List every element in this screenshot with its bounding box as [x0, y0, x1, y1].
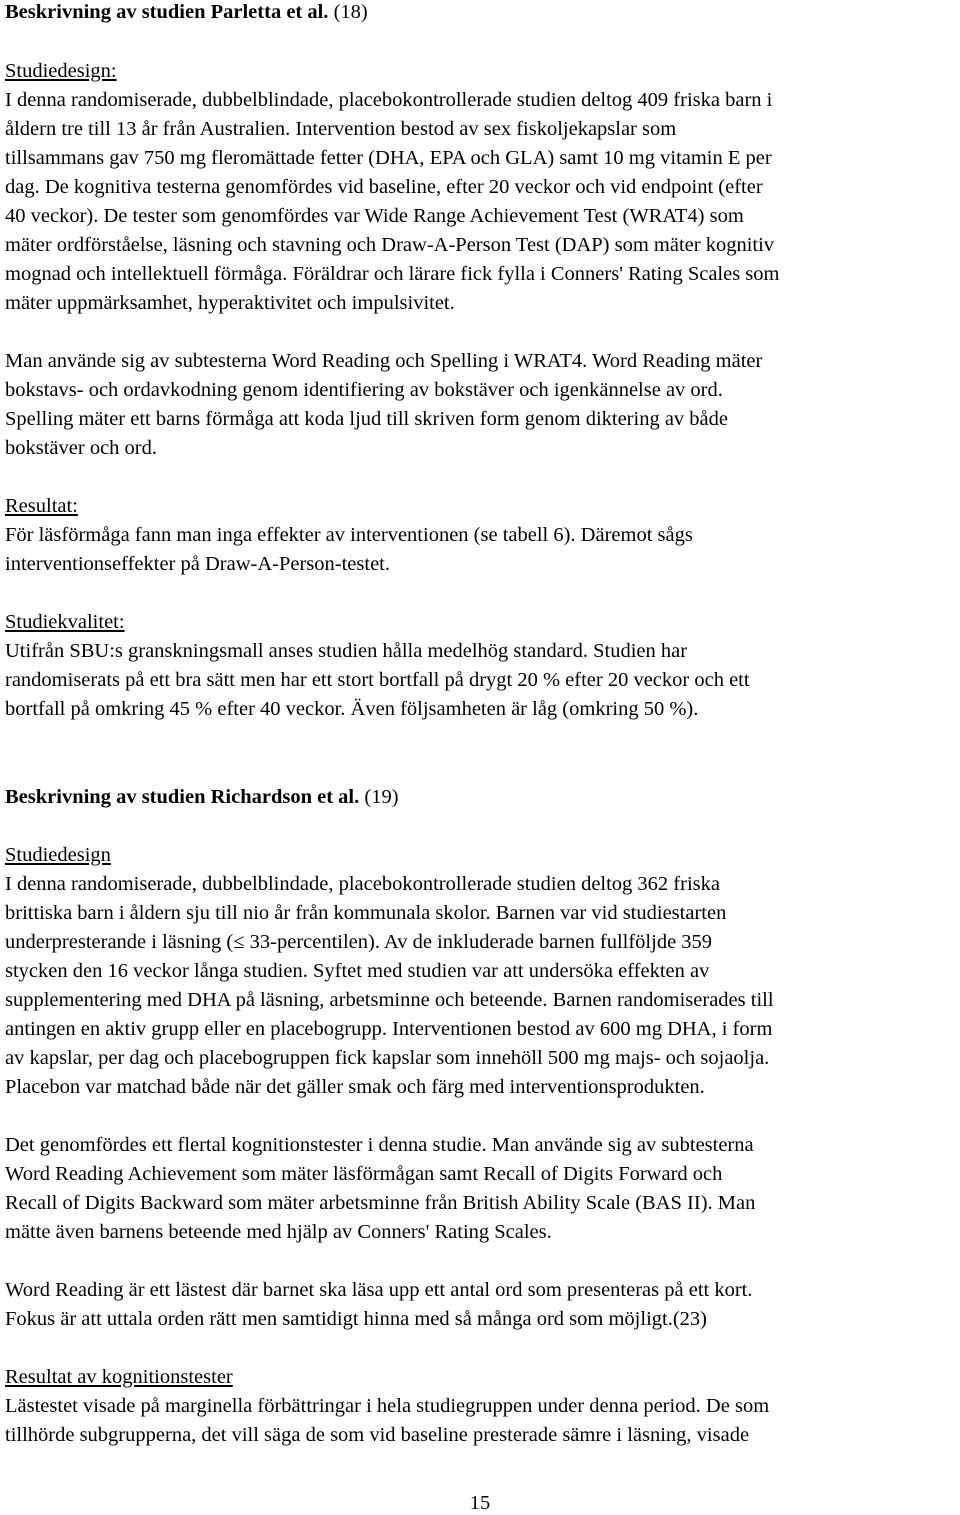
paragraph-line: underpresterande i läsning (≤ 33-percentilen). Av de inkluderade barnen fullföljde 359 [5, 931, 713, 953]
paragraph-line: randomiserats på ett bra sätt men har ett stort bortfall på drygt 20 % efter 20 veckor och ett [5, 669, 750, 691]
paragraph-line: Lästestet visade på marginella förbättringar i hela studiegruppen under denna period. De som [5, 1395, 770, 1417]
paragraph-line: bortfall på omkring 45 % efter 40 veckor. Även följsamheten är låg (omkring 50 %). [5, 698, 699, 720]
paragraph-line: supplementering med DHA på läsning, arbetsminne och beteende. Barnen randomiserades till [5, 989, 774, 1011]
paragraph-line: åldern tre till 13 år från Australien. Intervention bestod av sex fiskoljekapslar som [5, 118, 677, 140]
paragraph-line: mätte även barnens beteende med hjälp av Conners' Rating Scales. [5, 1221, 552, 1243]
paragraph-line: Fokus är att uttala orden rätt men samtidigt hinna med så många ord som möjligt.(23) [5, 1308, 707, 1330]
paragraph-line: Man använde sig av subtesterna Word Reading och Spelling i WRAT4. Word Reading mäter [5, 350, 763, 372]
label-studiekvalitet-1: Studiekvalitet: [5, 611, 125, 633]
paragraph-line: tillhörde subgrupperna, det vill säga de som vid baseline presterade sämre i läsning, visade [5, 1424, 750, 1446]
paragraph-line: interventionseffekter på Draw-A-Person-testet. [5, 553, 390, 575]
paragraph-line: brittiska barn i åldern sju till nio år från kommunala skolor. Barnen var vid studiestarten [5, 902, 727, 924]
paragraph-line: mäter ordförståelse, läsning och stavning och Draw-A-Person Test (DAP) som mäter kognitiv [5, 234, 775, 256]
paragraph-line: bokstavs- och ordavkodning genom identifiering av bokstäver och igenkännelse av ord. [5, 379, 723, 401]
section-heading-parletta: Beskrivning av studien Parletta et al. (18) [5, 1, 368, 23]
paragraph-line: antingen en aktiv grupp eller en placebogrupp. Interventionen bestod av 600 mg DHA, i form [5, 1018, 773, 1040]
paragraph-line: Recall of Digits Backward som mäter arbetsminne från British Ability Scale (BAS II). Man [5, 1192, 756, 1214]
paragraph-line: Utifrån SBU:s granskningsmall anses studien hålla medelhög standard. Studien har [5, 640, 688, 662]
paragraph-line: dag. De kognitiva testerna genomfördes vid baseline, efter 20 veckor och vid endpoint (efter [5, 176, 763, 198]
paragraph-line: I denna randomiserade, dubbelblindade, placebokontrollerade studien deltog 409 friska barn i [5, 89, 773, 111]
paragraph-line: tillsammans gav 750 mg fleromättade fetter (DHA, EPA och GLA) samt 10 mg vitamin E per [5, 147, 772, 169]
label-studiedesign-2: Studiedesign [5, 844, 111, 866]
paragraph-line: Word Reading är ett lästest där barnet ska läsa upp ett antal ord som presenteras på ett kort. [5, 1279, 753, 1301]
label-resultat-1: Resultat: [5, 495, 78, 517]
label-studiedesign-1: Studiedesign: [5, 60, 117, 82]
paragraph-line: Det genomfördes ett flertal kognitionstester i denna studie. Man använde sig av subtesterna [5, 1134, 754, 1156]
paragraph-line: mognad och intellektuell förmåga. Föräldrar och lärare fick fylla i Conners' Rating Scales som [5, 263, 780, 285]
section-heading-richardson: Beskrivning av studien Richardson et al. (19) [5, 786, 399, 808]
paragraph-line: mäter uppmärksamhet, hyperaktivitet och impulsivitet. [5, 292, 455, 314]
paragraph-line: bokstäver och ord. [5, 437, 157, 459]
paragraph-line: Placebon var matchad både när det gäller smak och färg med interventionsprodukten. [5, 1076, 705, 1098]
page-number: 15 [469, 1492, 491, 1514]
paragraph-line: I denna randomiserade, dubbelblindade, placebokontrollerade studien deltog 362 friska [5, 873, 720, 895]
paragraph-line: För läsförmåga fann man inga effekter av interventionen (se tabell 6). Däremot sågs [5, 524, 693, 546]
label-resultat-kognitionstester: Resultat av kognitionstester [5, 1366, 233, 1388]
paragraph-line: Word Reading Achievement som mäter läsförmågan samt Recall of Digits Forward och [5, 1163, 723, 1185]
paragraph-line: 40 veckor). De tester som genomfördes var Wide Range Achievement Test (WRAT4) som [5, 205, 744, 227]
paragraph-line: av kapslar, per dag och placebogruppen fick kapslar som innehöll 500 mg majs- och sojaolja. [5, 1047, 770, 1069]
paragraph-line: stycken den 16 veckor långa studien. Syftet med studien var att undersöka effekten av [5, 960, 710, 982]
paragraph-line: Spelling mäter ett barns förmåga att koda ljud till skriven form genom diktering av både [5, 408, 729, 430]
